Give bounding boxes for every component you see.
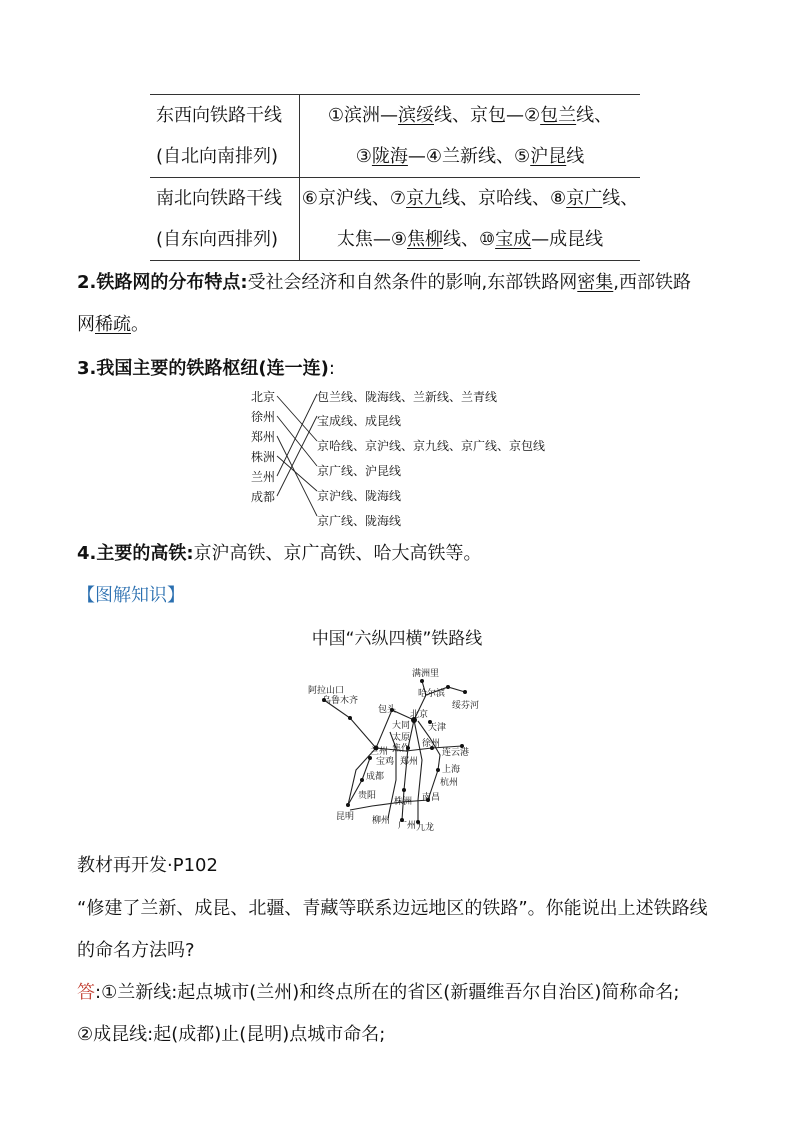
map-label: 连云港 (442, 748, 470, 758)
hub-line-group: 京广线、陇海线 (317, 514, 402, 528)
railway-map (300, 660, 510, 840)
map-label: 南昌 (422, 793, 441, 803)
map-label: 成都 (366, 772, 385, 782)
section-hubs-heading: 3.我国主要的铁路枢纽(连一连): (77, 358, 335, 379)
table-row-ns-label-b: (自东向西排列) (150, 219, 300, 261)
map-label: 乌鲁木齐 (322, 696, 359, 706)
hub-line-group: 京广线、沪昆线 (317, 464, 402, 478)
hub-connector-lines (245, 384, 565, 532)
hub-line-group: 京沪线、陇海线 (317, 489, 402, 503)
table-row-ew-lines-a: ①滨洲—滨绥线、京包—②包兰线、 (300, 95, 641, 137)
map-label: 焦作 (392, 744, 411, 754)
map-label: 天津 (428, 723, 447, 733)
hub-city: 郑州 (251, 430, 276, 444)
map-label: 阿拉山口 (308, 686, 345, 696)
map-label: 郑州 (400, 757, 419, 767)
map-label: 太原 (392, 733, 411, 743)
section-high-speed: 4.主要的高铁:京沪高铁、京广高铁、哈大高铁等。 (77, 543, 482, 564)
map-label: 徐州 (422, 739, 441, 749)
hub-city: 成都 (251, 490, 276, 504)
textbook-question-b: 的命名方法吗? (77, 940, 195, 961)
map-label: 株洲 (394, 797, 413, 807)
railway-trunk-table (150, 94, 640, 261)
hub-matching-diagram (245, 384, 565, 532)
map-label: 宝鸡 (376, 757, 395, 767)
map-label: 绥芬河 (452, 701, 480, 711)
map-label: 贵阳 (358, 791, 377, 801)
map-label: 九龙 (416, 823, 435, 833)
table-row-ew-lines-b: ③陇海—④兰新线、⑤沪昆线 (300, 136, 641, 178)
map-label: 兰州 (370, 747, 389, 757)
section-distribution-cont: 网稀疏。 (77, 314, 149, 335)
map-label: 柳州 (372, 816, 391, 826)
map-label: 满洲里 (412, 669, 440, 679)
map-label: 哈尔滨 (418, 689, 446, 699)
textbook-answer-1: 答:①兰新线:起点城市(兰州)和终点所在的省区(新疆维吾尔自治区)简称命名; (77, 982, 680, 1003)
table-row-ew-label-a: 东西向铁路干线 (150, 95, 300, 137)
hub-line-group: 京哈线、京沪线、京九线、京广线、京包线 (317, 439, 546, 453)
map-label: 杭州 (440, 778, 459, 788)
textbook-answer-2: ②成昆线:起(成都)止(昆明)点城市命名; (77, 1024, 386, 1045)
table-row-ns-lines-b: 太焦—⑨焦柳线、⑩宝成—成昆线 (300, 219, 641, 261)
textbook-question-a: “修建了兰新、成昆、北疆、青藏等联系边远地区的铁路”。你能说出上述铁路线 (77, 898, 708, 919)
hub-city: 北京 (251, 390, 276, 404)
map-title: 中国“六纵四横”铁路线 (311, 629, 483, 649)
answer-label: 答 (77, 982, 95, 1003)
hub-line-group: 包兰线、陇海线、兰新线、兰青线 (317, 390, 498, 404)
hub-city: 兰州 (251, 470, 276, 484)
table-row-ew-label-b: (自北向南排列) (150, 136, 300, 178)
hub-line-group: 宝成线、成昆线 (317, 414, 402, 428)
illustrated-knowledge-label: 【图解知识】 (77, 585, 185, 606)
map-label: 北京 (410, 710, 429, 720)
map-label: 广州 (398, 821, 417, 831)
map-label: 大同 (392, 721, 411, 731)
textbook-reference: 教材再开发·P102 (77, 855, 218, 876)
map-label: 上海 (442, 765, 461, 775)
map-label: 昆明 (336, 812, 355, 822)
section-distribution: 2.铁路网的分布特点:受社会经济和自然条件的影响,东部铁路网密集,西部铁路 (77, 272, 692, 293)
table-row-ns-lines-a: ⑥京沪线、⑦京九线、京哈线、⑧京广线、 (301, 188, 639, 209)
hub-city: 徐州 (251, 410, 276, 424)
map-label: 包头 (378, 705, 397, 715)
hub-city: 株洲 (251, 450, 276, 464)
table-row-ns-label-a: 南北向铁路干线 (150, 178, 300, 220)
